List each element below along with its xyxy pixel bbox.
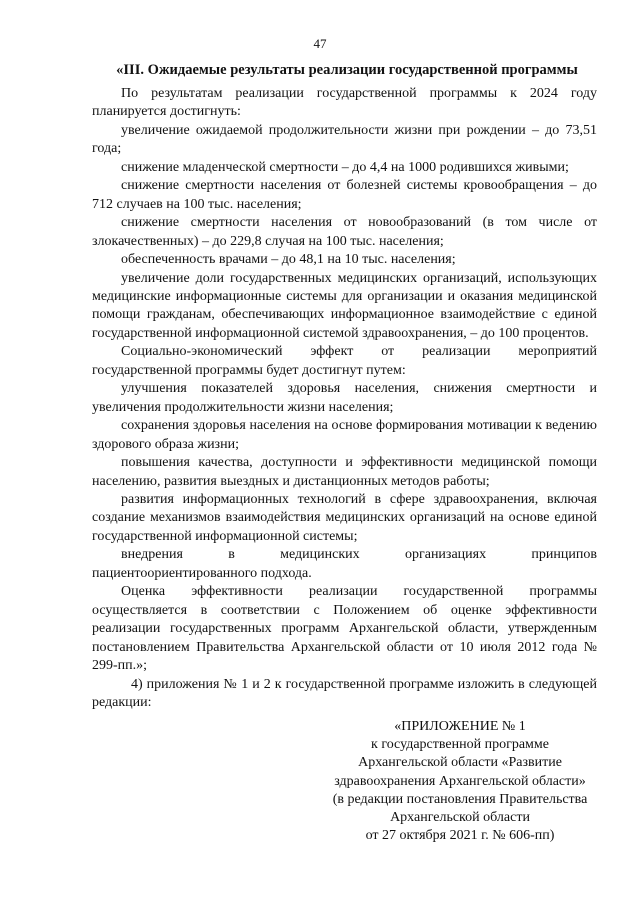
paragraph: снижение смертности населения от новообразований (в том числе от злокачественных) – до 229,8 случая на 100 тыс. населения;: [92, 215, 597, 249]
appendix-line: Архангельской области «Развитие: [358, 755, 562, 771]
appendix-line: от 27 октября 2021 г. № 606-пп): [365, 828, 555, 844]
appendix-header: [300, 718, 620, 845]
appendix-line: «ПРИЛОЖЕНИЕ № 1: [394, 719, 526, 734]
appendix-line: Архангельской области: [390, 810, 530, 826]
paragraph: сохранения здоровья населения на основе формирования мотивации к ведению здорового образа жизни;: [92, 418, 597, 452]
paragraph: внедрения в медицинских организациях принципов пациентоориентированного подхода.: [92, 547, 597, 581]
appendix-line: здравоохранения Архангельской области»: [334, 773, 586, 789]
paragraph: Оценка эффективности реализации государственной программы осуществляется в соответствии с Положением об оценке эффективности реализации государственных программ Архангельской области, утвержденным постановлением Правительства Архангельской области от 10 июля 2012 года № 299-пп.»;: [92, 584, 597, 674]
paragraph: обеспеченность врачами – до 48,1 на 10 тыс. населения;: [121, 252, 456, 268]
appendix-line: к государственной программе: [371, 737, 549, 753]
paragraph: улучшения показателей здоровья населения, снижения смертности и увеличения продолжительности жизни населения;: [92, 381, 597, 415]
paragraph: повышения качества, доступности и эффективности медицинской помощи населению, развития выездных и дистанционных методов работы;: [92, 455, 597, 489]
paragraph: снижение смертности населения от болезней системы кровообращения – до 712 случаев на 100 тыс. населения;: [92, 178, 597, 212]
paragraph: увеличение ожидаемой продолжительности жизни при рождении – до 73,51 года;: [92, 122, 597, 157]
appendix-line: (в редакции постановления Правительства: [332, 791, 588, 807]
paragraph: 4) приложения № 1 и 2 к государственной программе изложить в следующей редакции:: [92, 676, 597, 710]
paragraph: По результатам реализации государственной программы к 2024 году планируется достигнуть:: [92, 86, 597, 120]
section-heading: «III. Ожидаемые результаты реализации государственной программы: [116, 62, 578, 78]
paragraph: развития информационных технологий в сфере здравоохранения, включая создание механизмов взаимодействия медицинских организаций на основе единой государственной информационной системы;: [92, 491, 597, 544]
paragraph: снижение младенческой смертности – до 4,4 на 1000 родившихся живыми;: [121, 159, 569, 175]
paragraph: увеличение доли государственных медицинских организаций, использующих медицинские информационные системы для организации и оказания медицинской помощи гражданам, обеспечивающих информационное взаимодействие с единой государственной информационной системой здравоохранения, – до 100 процентов.: [92, 270, 597, 341]
document-body: [92, 85, 597, 712]
paragraph: Социально-экономический эффект от реализации мероприятий государственной программы будет достигнут путем:: [92, 344, 597, 378]
page-number: 47: [313, 36, 327, 51]
